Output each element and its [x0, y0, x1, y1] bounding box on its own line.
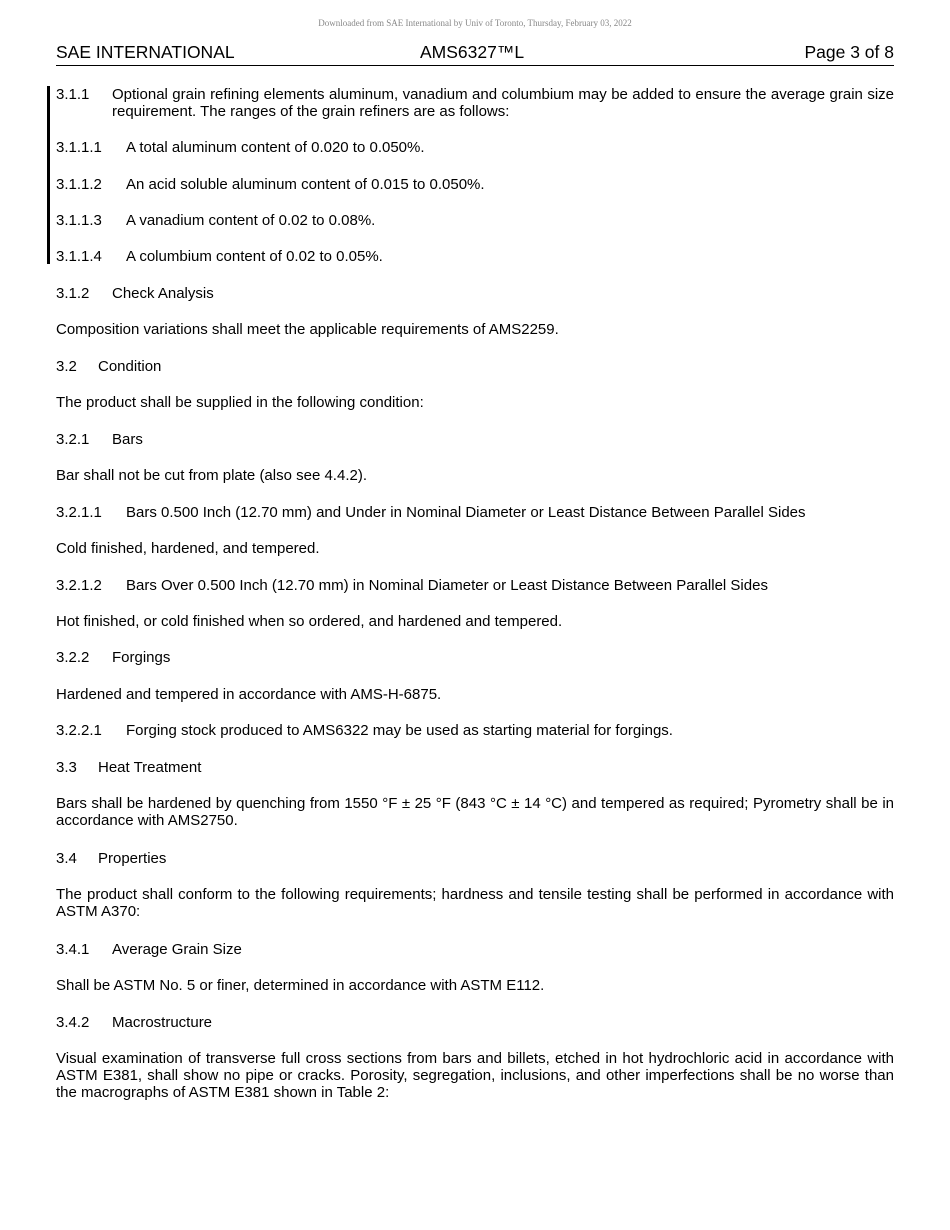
revision-change-bar: [47, 86, 50, 264]
section-number: 3.1.1.2: [56, 176, 102, 193]
section-number: 3.1.2: [56, 285, 90, 302]
section-title: Condition: [98, 358, 162, 375]
section-title: Bars: [112, 431, 143, 448]
section-3-2-1-2-body: Hot finished, or cold finished when so ordered, and hardened and tempered.: [56, 613, 563, 630]
section-number: 3.2: [56, 358, 77, 375]
section-title: Macrostructure: [112, 1014, 213, 1031]
section-number: 3.2.1.2: [56, 577, 102, 594]
section-3-2-1-1-body: Cold finished, hardened, and tempered.: [56, 540, 320, 557]
section-title: Properties: [98, 850, 167, 867]
section-3-2-1-body: Bar shall not be cut from plate (also see 4.4.2).: [56, 467, 367, 484]
section-number: 3.1.1.3: [56, 212, 102, 229]
header-document-number: AMS6327™L: [420, 42, 525, 62]
section-text: Forging stock produced to AMS6322 may be used as starting material for forgings.: [126, 722, 673, 739]
section-number: 3.1.1.1: [56, 139, 102, 156]
header-organization: SAE INTERNATIONAL: [56, 42, 235, 62]
section-title: Check Analysis: [112, 285, 214, 302]
section-text: A total aluminum content of 0.020 to 0.050%.: [126, 139, 425, 156]
section-title: Heat Treatment: [98, 759, 202, 776]
section-number: 3.4: [56, 850, 77, 867]
section-title: Bars Over 0.500 Inch (12.70 mm) in Nominal Diameter or Least Distance Between Parallel Sides: [126, 577, 768, 594]
section-3-2-2-body: Hardened and tempered in accordance with AMS-H-6875.: [56, 686, 442, 703]
section-3-1-2-body: Composition variations shall meet the applicable requirements of AMS2259.: [56, 321, 559, 338]
section-number: 3.3: [56, 759, 77, 776]
section-text: A columbium content of 0.02 to 0.05%.: [126, 248, 383, 265]
section-3-3-body: Bars shall be hardened by quenching from 1550 °F ± 25 °F (843 °C ± 14 °C) and tempered as required; Pyrometry shall be in accordance with AMS2750.: [56, 795, 894, 829]
section-number: 3.2.1.1: [56, 504, 102, 521]
section-3-2-body: The product shall be supplied in the following condition:: [56, 394, 424, 411]
section-3-4-1-body: Shall be ASTM No. 5 or finer, determined in accordance with ASTM E112.: [56, 977, 545, 994]
section-number: 3.1.1.4: [56, 248, 102, 265]
download-watermark: Downloaded from SAE International by Univ of Toronto, Thursday, February 03, 2022: [318, 18, 632, 28]
section-text: Optional grain refining elements aluminum, vanadium and columbium may be added to ensure the average grain size requirement. The ranges of the grain refiners are as follows:: [112, 86, 894, 120]
section-title: Average Grain Size: [112, 941, 242, 958]
header-page-number: Page 3 of 8: [804, 42, 894, 62]
section-text: A vanadium content of 0.02 to 0.08%.: [126, 212, 376, 229]
section-title: Bars 0.500 Inch (12.70 mm) and Under in Nominal Diameter or Least Distance Between Parallel Sides: [126, 504, 806, 521]
section-3-4-2-body: Visual examination of transverse full cross sections from bars and billets, etched in hot hydrochloric acid in accordance with ASTM E381, shall show no pipe or cracks. Porosity, segregation, inclusions, and other imperfections shall be no worse than the macrographs of ASTM E381 shown in Table 2:: [56, 1050, 894, 1101]
section-number: 3.2.2: [56, 649, 90, 666]
section-number: 3.2.2.1: [56, 722, 102, 739]
section-number: 3.2.1: [56, 431, 90, 448]
section-number: 3.4.2: [56, 1014, 90, 1031]
section-number: 3.4.1: [56, 941, 90, 958]
section-text: An acid soluble aluminum content of 0.015 to 0.050%.: [126, 176, 485, 193]
section-title: Forgings: [112, 649, 171, 666]
page-header: [56, 44, 894, 66]
section-3-4-body: The product shall conform to the following requirements; hardness and tensile testing shall be performed in accordance with ASTM A370:: [56, 886, 894, 920]
section-number: 3.1.1: [56, 86, 90, 103]
